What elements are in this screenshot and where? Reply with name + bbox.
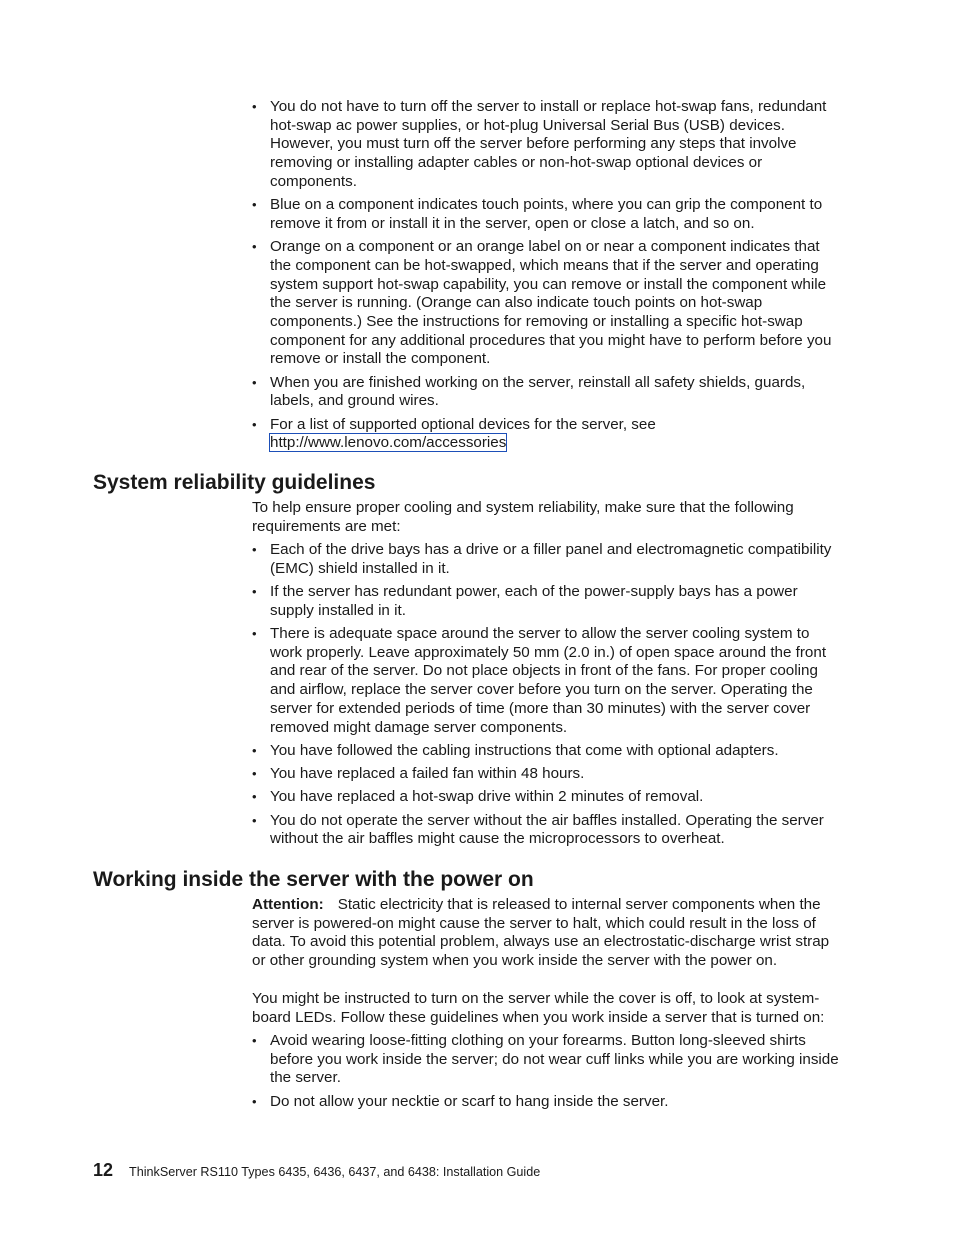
- section-intro: You might be instructed to turn on the server while the cover is off, to look at system-board LEDs. Follow these guidelines when you work inside a server that is turned on:: [252, 989, 825, 1026]
- attention-paragraph: [252, 896, 844, 971]
- list-item: • You have replaced a failed fan within 48 hours.: [252, 765, 844, 784]
- list-item: • Avoid wearing loose-fitting clothing on your forearms. Button long-sleeved shirts before you work inside the server; do not wear cuff links while you are working inside the server.: [252, 1032, 844, 1088]
- list-item: • When you are finished working on the server, reinstall all safety shields, guards, labels, and ground wires.: [252, 374, 844, 411]
- page-footer: [93, 1160, 540, 1181]
- list-item: • If the server has redundant power, each of the power-supply bays has a power supply installed in it.: [252, 583, 844, 620]
- list-item: • You do not have to turn off the server to install or replace hot-swap fans, redundant hot-swap ac power supplies, or hot-plug Universal Serial Bus (USB) devices. However, you must turn off the server before performing any steps that involve removing or installing adapter cables or non-hot-swap optional devices or components.: [252, 98, 844, 192]
- list-item: • You have replaced a hot-swap drive within 2 minutes of removal.: [252, 788, 844, 807]
- attention-text: Static electricity that is released to internal server components when the server is powered-on might cause the server to halt, which could result in the loss of data. To avoid this potential problem, always use an electrostatic-discharge wrist strap or other grounding system when you work inside the server with the power on.: [252, 896, 830, 970]
- system-reliability-section: [252, 499, 844, 854]
- section-heading-working-inside: Working inside the server with the power on: [93, 868, 534, 891]
- section-heading-system-reliability: System reliability guidelines: [93, 471, 376, 494]
- list-item: • Do not allow your necktie or scarf to hang inside the server.: [252, 1093, 844, 1112]
- list-item: • Orange on a component or an orange label on or near a component indicates that the component can be hot-swapped, which means that if the server and operating system support hot-swap capability, you can remove or install the component while the server is running. (Orange can also indicate touch points on hot-swap components.) See the instructions for removing or installing a specific hot-swap component for any additional procedures that you might have to perform before you remove or install the component.: [252, 238, 844, 369]
- list-item: • You have followed the cabling instructions that come with optional adapters.: [252, 742, 844, 761]
- accessories-text: For a list of supported optional devices for the server, see: [270, 415, 656, 433]
- footer-title: ThinkServer RS110 Types 6435, 6436, 6437, and 6438: Installation Guide: [129, 1165, 541, 1179]
- list-item: • Each of the drive bays has a drive or a filler panel and electromagnetic compatibility (EMC) shield installed in it.: [252, 541, 844, 578]
- working-inside-section: [252, 896, 844, 1116]
- accessories-link[interactable]: http://www.lenovo.com/accessories: [270, 434, 507, 452]
- list-item: • There is adequate space around the server to allow the server cooling system to work properly. Leave approximately 50 mm (2.0 in.) of open space around the front and rear of the server. Do not place objects in front of the fans. For proper cooling and airflow, replace the server cover before you turn on the server. Operating the server for extended periods of time (more than 30 minutes) with the server cover removed might damage server components.: [252, 625, 844, 737]
- section-intro: To help ensure proper cooling and system reliability, make sure that the following requirements are met:: [252, 499, 794, 535]
- attention-label: Attention:: [252, 896, 324, 913]
- list-item: • Blue on a component indicates touch points, where you can grip the component to remove it from or install it in the server, open or close a latch, and so on.: [252, 196, 844, 233]
- list-item: [252, 416, 844, 453]
- list-item: • You do not operate the server without the air baffles installed. Operating the server without the air baffles might cause the microprocessors to overheat.: [252, 812, 844, 849]
- page-number: 12: [93, 1160, 114, 1180]
- intro-bullet-list: [252, 98, 844, 458]
